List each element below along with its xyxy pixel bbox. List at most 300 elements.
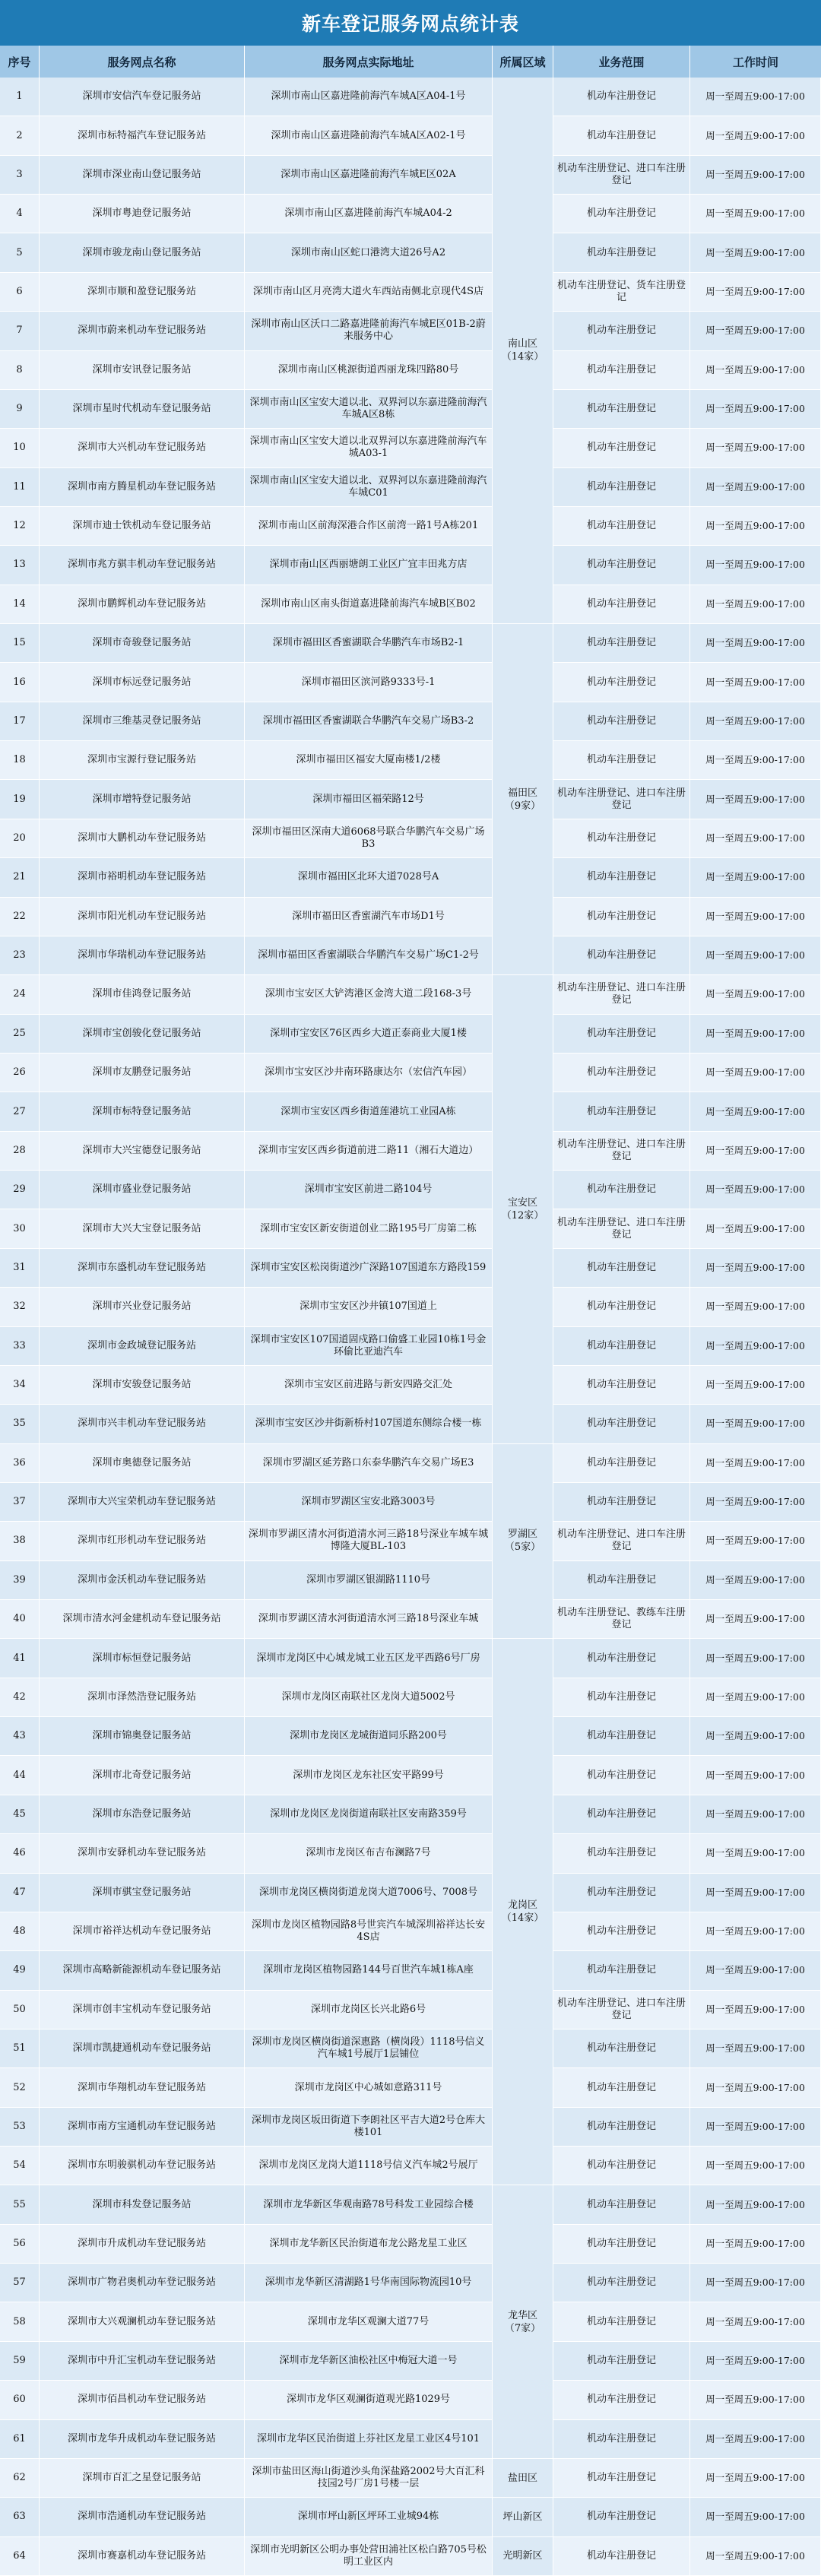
station-address: 深圳市龙华区观澜街道观光路1029号 xyxy=(245,2381,493,2419)
row-number: 7 xyxy=(0,312,40,350)
row-number: 19 xyxy=(0,780,40,819)
table-row xyxy=(0,2459,821,2498)
table-row xyxy=(0,390,821,429)
station-address: 深圳市龙华区观澜大道77号 xyxy=(245,2302,493,2341)
working-hours: 周一至周五9:00-17:00 xyxy=(690,1834,821,1873)
station-address: 深圳市龙岗区龙岗大道1118号信义汽车城2号展厅 xyxy=(245,2147,493,2185)
station-name: 深圳市兴丰机动车登记服务站 xyxy=(40,1405,245,1443)
row-number: 48 xyxy=(0,1912,40,1951)
station-address: 深圳市龙华新区油松社区中梅冠大道一号 xyxy=(245,2342,493,2381)
working-hours: 周一至周五9:00-17:00 xyxy=(690,1054,821,1092)
station-address: 深圳市光明新区公明办事处营田浦社区松白路705号松明工业区内 xyxy=(245,2537,493,2576)
row-number: 31 xyxy=(0,1249,40,1288)
station-name: 深圳市安信汽车登记服务站 xyxy=(40,78,245,116)
table-row xyxy=(0,1366,821,1405)
business-scope: 机动车注册登记 xyxy=(553,2302,690,2341)
table-row xyxy=(0,2029,821,2068)
table-row xyxy=(0,2185,821,2224)
working-hours: 周一至周五9:00-17:00 xyxy=(690,468,821,507)
table-row xyxy=(0,1561,821,1600)
business-scope: 机动车注册登记 xyxy=(553,663,690,702)
working-hours: 周一至周五9:00-17:00 xyxy=(690,390,821,429)
district-cell: 南山区 （14家） xyxy=(493,78,553,624)
station-address: 深圳市南山区蛇口港湾大道26号A2 xyxy=(245,233,493,272)
table-row xyxy=(0,507,821,546)
table-row xyxy=(0,624,821,663)
working-hours: 周一至周五9:00-17:00 xyxy=(690,1209,821,1248)
business-scope: 机动车注册登记 xyxy=(553,2381,690,2419)
station-name: 深圳市北奇登记服务站 xyxy=(40,1756,245,1795)
row-number: 34 xyxy=(0,1366,40,1405)
row-number: 45 xyxy=(0,1795,40,1834)
table-row xyxy=(0,936,821,975)
working-hours: 周一至周五9:00-17:00 xyxy=(690,1756,821,1795)
table-header xyxy=(0,46,821,78)
station-name: 深圳市骐宝登记服务站 xyxy=(40,1874,245,1912)
station-address: 深圳市龙岗区横岗街道龙岗大道7006号、7008号 xyxy=(245,1874,493,1912)
table-row xyxy=(0,1678,821,1717)
station-address: 深圳市龙华区民治街道上芬社区龙星工业区4号101 xyxy=(245,2420,493,2459)
table-row xyxy=(0,1912,821,1951)
row-number: 42 xyxy=(0,1678,40,1717)
working-hours: 周一至周五9:00-17:00 xyxy=(690,1483,821,1522)
working-hours: 周一至周五9:00-17:00 xyxy=(690,1405,821,1443)
table-row xyxy=(0,1522,821,1560)
station-address: 深圳市龙岗区布吉布澜路7号 xyxy=(245,1834,493,1873)
station-name: 深圳市金政城登记服务站 xyxy=(40,1327,245,1366)
row-number: 4 xyxy=(0,195,40,233)
row-number: 15 xyxy=(0,624,40,663)
working-hours: 周一至周五9:00-17:00 xyxy=(690,78,821,116)
table-row xyxy=(0,1092,821,1131)
station-address: 深圳市南山区沃口二路嘉进隆前海汽车城E区01B-2蔚来服务中心 xyxy=(245,312,493,350)
station-address: 深圳市福田区香蜜湖联合华鹏汽车交易广场C1-2号 xyxy=(245,936,493,975)
table-row xyxy=(0,2264,821,2302)
district-cell: 福田区 （9家） xyxy=(493,624,553,975)
business-scope: 机动车注册登记 xyxy=(553,1874,690,1912)
working-hours: 周一至周五9:00-17:00 xyxy=(690,1132,821,1171)
station-name: 深圳市顺和盈登记服务站 xyxy=(40,273,245,312)
table-row xyxy=(0,2108,821,2147)
business-scope: 机动车注册登记 xyxy=(553,2420,690,2459)
working-hours: 周一至周五9:00-17:00 xyxy=(690,273,821,312)
table-row xyxy=(0,2068,821,2107)
business-scope: 机动车注册登记 xyxy=(553,2459,690,2498)
station-address: 深圳市龙岗区龙城街道同乐路200号 xyxy=(245,1717,493,1756)
station-address: 深圳市宝安区76区西乡大道正泰商业大厦1楼 xyxy=(245,1015,493,1054)
working-hours: 周一至周五9:00-17:00 xyxy=(690,2342,821,2381)
station-address: 深圳市宝安区大铲湾港区金湾大道二段168-3号 xyxy=(245,975,493,1014)
station-address: 深圳市坪山新区坪环工业城94栋 xyxy=(245,2498,493,2536)
station-address: 深圳市龙岗区植物园路144号百世汽车城1栋A座 xyxy=(245,1951,493,1990)
station-address: 深圳市福田区香蜜湖联合华鹏汽车市场B2-1 xyxy=(245,624,493,663)
row-number: 64 xyxy=(0,2537,40,2576)
table-row xyxy=(0,1717,821,1756)
table-row xyxy=(0,2225,821,2264)
working-hours: 周一至周五9:00-17:00 xyxy=(690,546,821,585)
station-name: 深圳市泽然浩登记服务站 xyxy=(40,1678,245,1717)
station-address: 深圳市宝安区前进二路104号 xyxy=(245,1171,493,1209)
station-address: 深圳市龙岗区横岗街道深惠路（横岗段）1118号信义汽车城1号展厅1层铺位 xyxy=(245,2029,493,2068)
table-row xyxy=(0,1600,821,1639)
working-hours: 周一至周五9:00-17:00 xyxy=(690,429,821,467)
row-number: 10 xyxy=(0,429,40,467)
station-name: 深圳市华瑞机动车登记服务站 xyxy=(40,936,245,975)
station-name: 深圳市南方宝通机动车登记服务站 xyxy=(40,2108,245,2147)
working-hours: 周一至周五9:00-17:00 xyxy=(690,2381,821,2419)
table-row xyxy=(0,2342,821,2381)
business-scope: 机动车注册登记 xyxy=(553,78,690,116)
business-scope: 机动车注册登记 xyxy=(553,1288,690,1326)
row-number: 53 xyxy=(0,2108,40,2147)
row-number: 51 xyxy=(0,2029,40,2068)
business-scope: 机动车注册登记 xyxy=(553,858,690,897)
business-scope: 机动车注册登记 xyxy=(553,1951,690,1990)
row-number: 58 xyxy=(0,2302,40,2341)
station-name: 深圳市标特福汽车登记服务站 xyxy=(40,116,245,155)
working-hours: 周一至周五9:00-17:00 xyxy=(690,2068,821,2107)
working-hours: 周一至周五9:00-17:00 xyxy=(690,2498,821,2536)
station-name: 深圳市金沃机动车登记服务站 xyxy=(40,1561,245,1600)
working-hours: 周一至周五9:00-17:00 xyxy=(690,1092,821,1131)
working-hours: 周一至周五9:00-17:00 xyxy=(690,1951,821,1990)
station-address: 深圳市福田区滨河路9333号-1 xyxy=(245,663,493,702)
working-hours: 周一至周五9:00-17:00 xyxy=(690,2147,821,2185)
business-scope: 机动车注册登记 xyxy=(553,1756,690,1795)
business-scope: 机动车注册登记 xyxy=(553,1171,690,1209)
table-row xyxy=(0,1015,821,1054)
row-number: 22 xyxy=(0,898,40,936)
row-number: 55 xyxy=(0,2185,40,2224)
row-number: 2 xyxy=(0,116,40,155)
business-scope: 机动车注册登记 xyxy=(553,2342,690,2381)
station-name: 深圳市升成机动车登记服务站 xyxy=(40,2225,245,2264)
business-scope: 机动车注册登记 xyxy=(553,2225,690,2264)
station-name: 深圳市标恒登记服务站 xyxy=(40,1639,245,1678)
table-row xyxy=(0,2537,821,2576)
working-hours: 周一至周五9:00-17:00 xyxy=(690,780,821,819)
table-row xyxy=(0,1249,821,1288)
row-number: 26 xyxy=(0,1054,40,1092)
business-scope: 机动车注册登记、进口车注册登记 xyxy=(553,975,690,1014)
business-scope: 机动车注册登记 xyxy=(553,1795,690,1834)
station-address: 深圳市龙岗区南联社区龙岗大道5002号 xyxy=(245,1678,493,1717)
row-number: 56 xyxy=(0,2225,40,2264)
working-hours: 周一至周五9:00-17:00 xyxy=(690,116,821,155)
working-hours: 周一至周五9:00-17:00 xyxy=(690,2459,821,2498)
working-hours: 周一至周五9:00-17:00 xyxy=(690,507,821,546)
station-name: 深圳市增特登记服务站 xyxy=(40,780,245,819)
business-scope: 机动车注册登记 xyxy=(553,1717,690,1756)
row-number: 32 xyxy=(0,1288,40,1326)
station-address: 深圳市宝安区西乡街道前进二路11（湘石大道边） xyxy=(245,1132,493,1171)
station-address: 深圳市南山区南头街道嘉进隆前海汽车城B区B02 xyxy=(245,585,493,624)
table-row xyxy=(0,546,821,585)
station-name: 深圳市奇骏登记服务站 xyxy=(40,624,245,663)
table-row xyxy=(0,663,821,702)
header-name: 服务网点名称 xyxy=(40,46,245,78)
table-row xyxy=(0,2420,821,2459)
table-row xyxy=(0,1639,821,1678)
business-scope: 机动车注册登记 xyxy=(553,1561,690,1600)
working-hours: 周一至周五9:00-17:00 xyxy=(690,1288,821,1326)
business-scope: 机动车注册登记 xyxy=(553,351,690,390)
row-number: 33 xyxy=(0,1327,40,1366)
row-number: 38 xyxy=(0,1522,40,1560)
station-address: 深圳市盐田区海山街道沙头角深盐路2002号大百汇科技园2号厂房1号楼一层 xyxy=(245,2459,493,2498)
working-hours: 周一至周五9:00-17:00 xyxy=(690,975,821,1014)
business-scope: 机动车注册登记 xyxy=(553,2264,690,2302)
station-name: 深圳市创丰宝机动车登记服务站 xyxy=(40,1991,245,2029)
business-scope: 机动车注册登记 xyxy=(553,1015,690,1054)
station-name: 深圳市大兴宝荣机动车登记服务站 xyxy=(40,1483,245,1522)
business-scope: 机动车注册登记 xyxy=(553,624,690,663)
row-number: 29 xyxy=(0,1171,40,1209)
station-name: 深圳市蔚来机动车登记服务站 xyxy=(40,312,245,350)
page-title: 新车登记服务网点统计表 xyxy=(0,0,821,46)
table-row xyxy=(0,2302,821,2341)
row-number: 9 xyxy=(0,390,40,429)
working-hours: 周一至周五9:00-17:00 xyxy=(690,663,821,702)
district-cell: 罗湖区 （5家） xyxy=(493,1444,553,1640)
station-name: 深圳市宝源行登记服务站 xyxy=(40,741,245,780)
working-hours: 周一至周五9:00-17:00 xyxy=(690,585,821,624)
table-row xyxy=(0,1756,821,1795)
working-hours: 周一至周五9:00-17:00 xyxy=(690,195,821,233)
table-row xyxy=(0,468,821,507)
row-number: 40 xyxy=(0,1600,40,1639)
station-address: 深圳市罗湖区银湖路1110号 xyxy=(245,1561,493,1600)
row-number: 61 xyxy=(0,2420,40,2459)
business-scope: 机动车注册登记 xyxy=(553,507,690,546)
table-row xyxy=(0,1444,821,1483)
row-number: 8 xyxy=(0,351,40,390)
working-hours: 周一至周五9:00-17:00 xyxy=(690,819,821,858)
business-scope: 机动车注册登记 xyxy=(553,1678,690,1717)
business-scope: 机动车注册登记 xyxy=(553,195,690,233)
station-name: 深圳市鹏辉机动车登记服务站 xyxy=(40,585,245,624)
station-address: 深圳市南山区宝安大道以北、双界河以东嘉进隆前海汽车城A区8栋 xyxy=(245,390,493,429)
business-scope: 机动车注册登记 xyxy=(553,1249,690,1288)
business-scope: 机动车注册登记 xyxy=(553,2537,690,2576)
row-number: 52 xyxy=(0,2068,40,2107)
station-name: 深圳市三维基灵登记服务站 xyxy=(40,702,245,741)
table-row xyxy=(0,2381,821,2419)
row-number: 13 xyxy=(0,546,40,585)
header-address: 服务网点实际地址 xyxy=(245,46,493,78)
table-row xyxy=(0,780,821,819)
station-name: 深圳市浩通机动车登记服务站 xyxy=(40,2498,245,2536)
table-row xyxy=(0,975,821,1014)
row-number: 28 xyxy=(0,1132,40,1171)
station-name: 深圳市星时代机动车登记服务站 xyxy=(40,390,245,429)
business-scope: 机动车注册登记 xyxy=(553,1483,690,1522)
station-address: 深圳市南山区嘉进隆前海汽车城A04-2 xyxy=(245,195,493,233)
business-scope: 机动车注册登记 xyxy=(553,2185,690,2224)
station-address: 深圳市南山区月亮湾大道火车西站南侧北京现代4S店 xyxy=(245,273,493,312)
business-scope: 机动车注册登记 xyxy=(553,819,690,858)
station-address: 深圳市南山区桃源街道西丽龙珠四路80号 xyxy=(245,351,493,390)
row-number: 47 xyxy=(0,1874,40,1912)
working-hours: 周一至周五9:00-17:00 xyxy=(690,1522,821,1560)
business-scope: 机动车注册登记 xyxy=(553,585,690,624)
working-hours: 周一至周五9:00-17:00 xyxy=(690,1678,821,1717)
table-row xyxy=(0,1132,821,1171)
station-address: 深圳市福田区香蜜湖汽车市场D1号 xyxy=(245,898,493,936)
row-number: 14 xyxy=(0,585,40,624)
row-number: 50 xyxy=(0,1991,40,2029)
row-number: 1 xyxy=(0,78,40,116)
station-name: 深圳市南方腾星机动车登记服务站 xyxy=(40,468,245,507)
station-name: 深圳市裕明机动车登记服务站 xyxy=(40,858,245,897)
working-hours: 周一至周五9:00-17:00 xyxy=(690,1874,821,1912)
station-name: 深圳市东明骏骐机动车登记服务站 xyxy=(40,2147,245,2185)
business-scope: 机动车注册登记 xyxy=(553,468,690,507)
station-address: 深圳市龙华新区民治街道布龙公路龙星工业区 xyxy=(245,2225,493,2264)
district-cell: 坪山新区 xyxy=(493,2498,553,2536)
row-number: 39 xyxy=(0,1561,40,1600)
station-name: 深圳市赛嘉机动车登记服务站 xyxy=(40,2537,245,2576)
station-address: 深圳市罗湖区清水河街道清水河三路18号深业车城车城博隆大厦BL-103 xyxy=(245,1522,493,1560)
station-name: 深圳市大兴宝德登记服务站 xyxy=(40,1132,245,1171)
station-name: 深圳市友鹏登记服务站 xyxy=(40,1054,245,1092)
business-scope: 机动车注册登记 xyxy=(553,2108,690,2147)
station-name: 深圳市裕祥达机动车登记服务站 xyxy=(40,1912,245,1951)
station-name: 深圳市广物君奥机动车登记服务站 xyxy=(40,2264,245,2302)
station-name: 深圳市大鹏机动车登记服务站 xyxy=(40,819,245,858)
header-scope: 业务范围 xyxy=(553,46,690,78)
table-row xyxy=(0,1288,821,1326)
station-name: 深圳市大兴观澜机动车登记服务站 xyxy=(40,2302,245,2341)
station-name: 深圳市奥德登记服务站 xyxy=(40,1444,245,1483)
station-address: 深圳市龙岗区龙东社区安平路99号 xyxy=(245,1756,493,1795)
header-district: 所属区域 xyxy=(493,46,553,78)
business-scope: 机动车注册登记 xyxy=(553,1912,690,1951)
table-row xyxy=(0,819,821,858)
working-hours: 周一至周五9:00-17:00 xyxy=(690,2537,821,2576)
table-row xyxy=(0,898,821,936)
row-number: 46 xyxy=(0,1834,40,1873)
district-cell: 盐田区 xyxy=(493,2459,553,2498)
business-scope: 机动车注册登记、进口车注册登记 xyxy=(553,1132,690,1171)
station-address: 深圳市南山区嘉进隆前海汽车城A区A04-1号 xyxy=(245,78,493,116)
row-number: 35 xyxy=(0,1405,40,1443)
row-number: 43 xyxy=(0,1717,40,1756)
row-number: 16 xyxy=(0,663,40,702)
station-address: 深圳市龙华新区清湖路1号华南国际物流园10号 xyxy=(245,2264,493,2302)
working-hours: 周一至周五9:00-17:00 xyxy=(690,312,821,350)
table-row xyxy=(0,1834,821,1873)
table-row xyxy=(0,1874,821,1912)
working-hours: 周一至周五9:00-17:00 xyxy=(690,2029,821,2068)
row-number: 41 xyxy=(0,1639,40,1678)
table-row xyxy=(0,1795,821,1834)
station-address: 深圳市龙华新区华观南路78号科发工业园综合楼 xyxy=(245,2185,493,2224)
station-address: 深圳市宝安区沙井街新桥村107国道东侧综合楼一栋 xyxy=(245,1405,493,1443)
station-name: 深圳市佳鸿登记服务站 xyxy=(40,975,245,1014)
row-number: 12 xyxy=(0,507,40,546)
row-number: 17 xyxy=(0,702,40,741)
station-name: 深圳市安讯登记服务站 xyxy=(40,351,245,390)
row-number: 6 xyxy=(0,273,40,312)
working-hours: 周一至周五9:00-17:00 xyxy=(690,2264,821,2302)
station-address: 深圳市罗湖区清水河街道清水河三路18号深业车城 xyxy=(245,1600,493,1639)
business-scope: 机动车注册登记 xyxy=(553,2498,690,2536)
business-scope: 机动车注册登记、进口车注册登记 xyxy=(553,1522,690,1560)
business-scope: 机动车注册登记 xyxy=(553,1834,690,1873)
station-name: 深圳市兆方骐丰机动车登记服务站 xyxy=(40,546,245,585)
table-row xyxy=(0,351,821,390)
row-number: 44 xyxy=(0,1756,40,1795)
station-name: 深圳市大兴机动车登记服务站 xyxy=(40,429,245,467)
station-address: 深圳市福田区香蜜湖联合华鹏汽车交易广场B3-2 xyxy=(245,702,493,741)
table-row xyxy=(0,1483,821,1522)
station-address: 深圳市南山区西丽塘朗工业区广宜丰田兆方店 xyxy=(245,546,493,585)
row-number: 24 xyxy=(0,975,40,1014)
working-hours: 周一至周五9:00-17:00 xyxy=(690,2185,821,2224)
station-name: 深圳市锦奥登记服务站 xyxy=(40,1717,245,1756)
working-hours: 周一至周五9:00-17:00 xyxy=(690,1171,821,1209)
business-scope: 机动车注册登记、进口车注册登记 xyxy=(553,1991,690,2029)
station-name: 深圳市标特登记服务站 xyxy=(40,1092,245,1131)
business-scope: 机动车注册登记、教练车注册登记 xyxy=(553,1600,690,1639)
station-name: 深圳市深业南山登记服务站 xyxy=(40,156,245,195)
row-number: 49 xyxy=(0,1951,40,1990)
working-hours: 周一至周五9:00-17:00 xyxy=(690,1561,821,1600)
station-name: 深圳市骏龙南山登记服务站 xyxy=(40,233,245,272)
business-scope: 机动车注册登记、进口车注册登记 xyxy=(553,780,690,819)
station-name: 深圳市中升汇宝机动车登记服务站 xyxy=(40,2342,245,2381)
station-address: 深圳市宝安区107国道固戍路口偷盛工业园10栋1号金环偷比亚迪汽车 xyxy=(245,1327,493,1366)
table-row xyxy=(0,1054,821,1092)
table-row xyxy=(0,312,821,350)
station-name: 深圳市兴业登记服务站 xyxy=(40,1288,245,1326)
table-row xyxy=(0,1327,821,1366)
table-row xyxy=(0,702,821,741)
row-number: 11 xyxy=(0,468,40,507)
row-number: 5 xyxy=(0,233,40,272)
row-number: 63 xyxy=(0,2498,40,2536)
business-scope: 机动车注册登记 xyxy=(553,1444,690,1483)
working-hours: 周一至周五9:00-17:00 xyxy=(690,1444,821,1483)
business-scope: 机动车注册登记 xyxy=(553,116,690,155)
station-address: 深圳市宝安区沙井南环路康达尔（宏信汽车园） xyxy=(245,1054,493,1092)
working-hours: 周一至周五9:00-17:00 xyxy=(690,1795,821,1834)
station-address: 深圳市宝安区沙井镇107国道上 xyxy=(245,1288,493,1326)
business-scope: 机动车注册登记 xyxy=(553,546,690,585)
working-hours: 周一至周五9:00-17:00 xyxy=(690,1327,821,1366)
working-hours: 周一至周五9:00-17:00 xyxy=(690,702,821,741)
district-cell: 光明新区 xyxy=(493,2537,553,2576)
business-scope: 机动车注册登记 xyxy=(553,1327,690,1366)
table-row xyxy=(0,1951,821,1990)
business-scope: 机动车注册登记 xyxy=(553,1366,690,1405)
table-row xyxy=(0,858,821,897)
working-hours: 周一至周五9:00-17:00 xyxy=(690,1366,821,1405)
business-scope: 机动车注册登记、进口车注册登记 xyxy=(553,156,690,195)
table-row xyxy=(0,1991,821,2029)
station-address: 深圳市龙岗区坂田街道下李朗社区平吉大道2号仓库大楼101 xyxy=(245,2108,493,2147)
business-scope: 机动车注册登记 xyxy=(553,936,690,975)
table-row xyxy=(0,273,821,312)
row-number: 54 xyxy=(0,2147,40,2185)
working-hours: 周一至周五9:00-17:00 xyxy=(690,1249,821,1288)
working-hours: 周一至周五9:00-17:00 xyxy=(690,858,821,897)
row-number: 57 xyxy=(0,2264,40,2302)
row-number: 21 xyxy=(0,858,40,897)
district-cell: 宝安区 （12家） xyxy=(493,975,553,1443)
business-scope: 机动车注册登记 xyxy=(553,741,690,780)
